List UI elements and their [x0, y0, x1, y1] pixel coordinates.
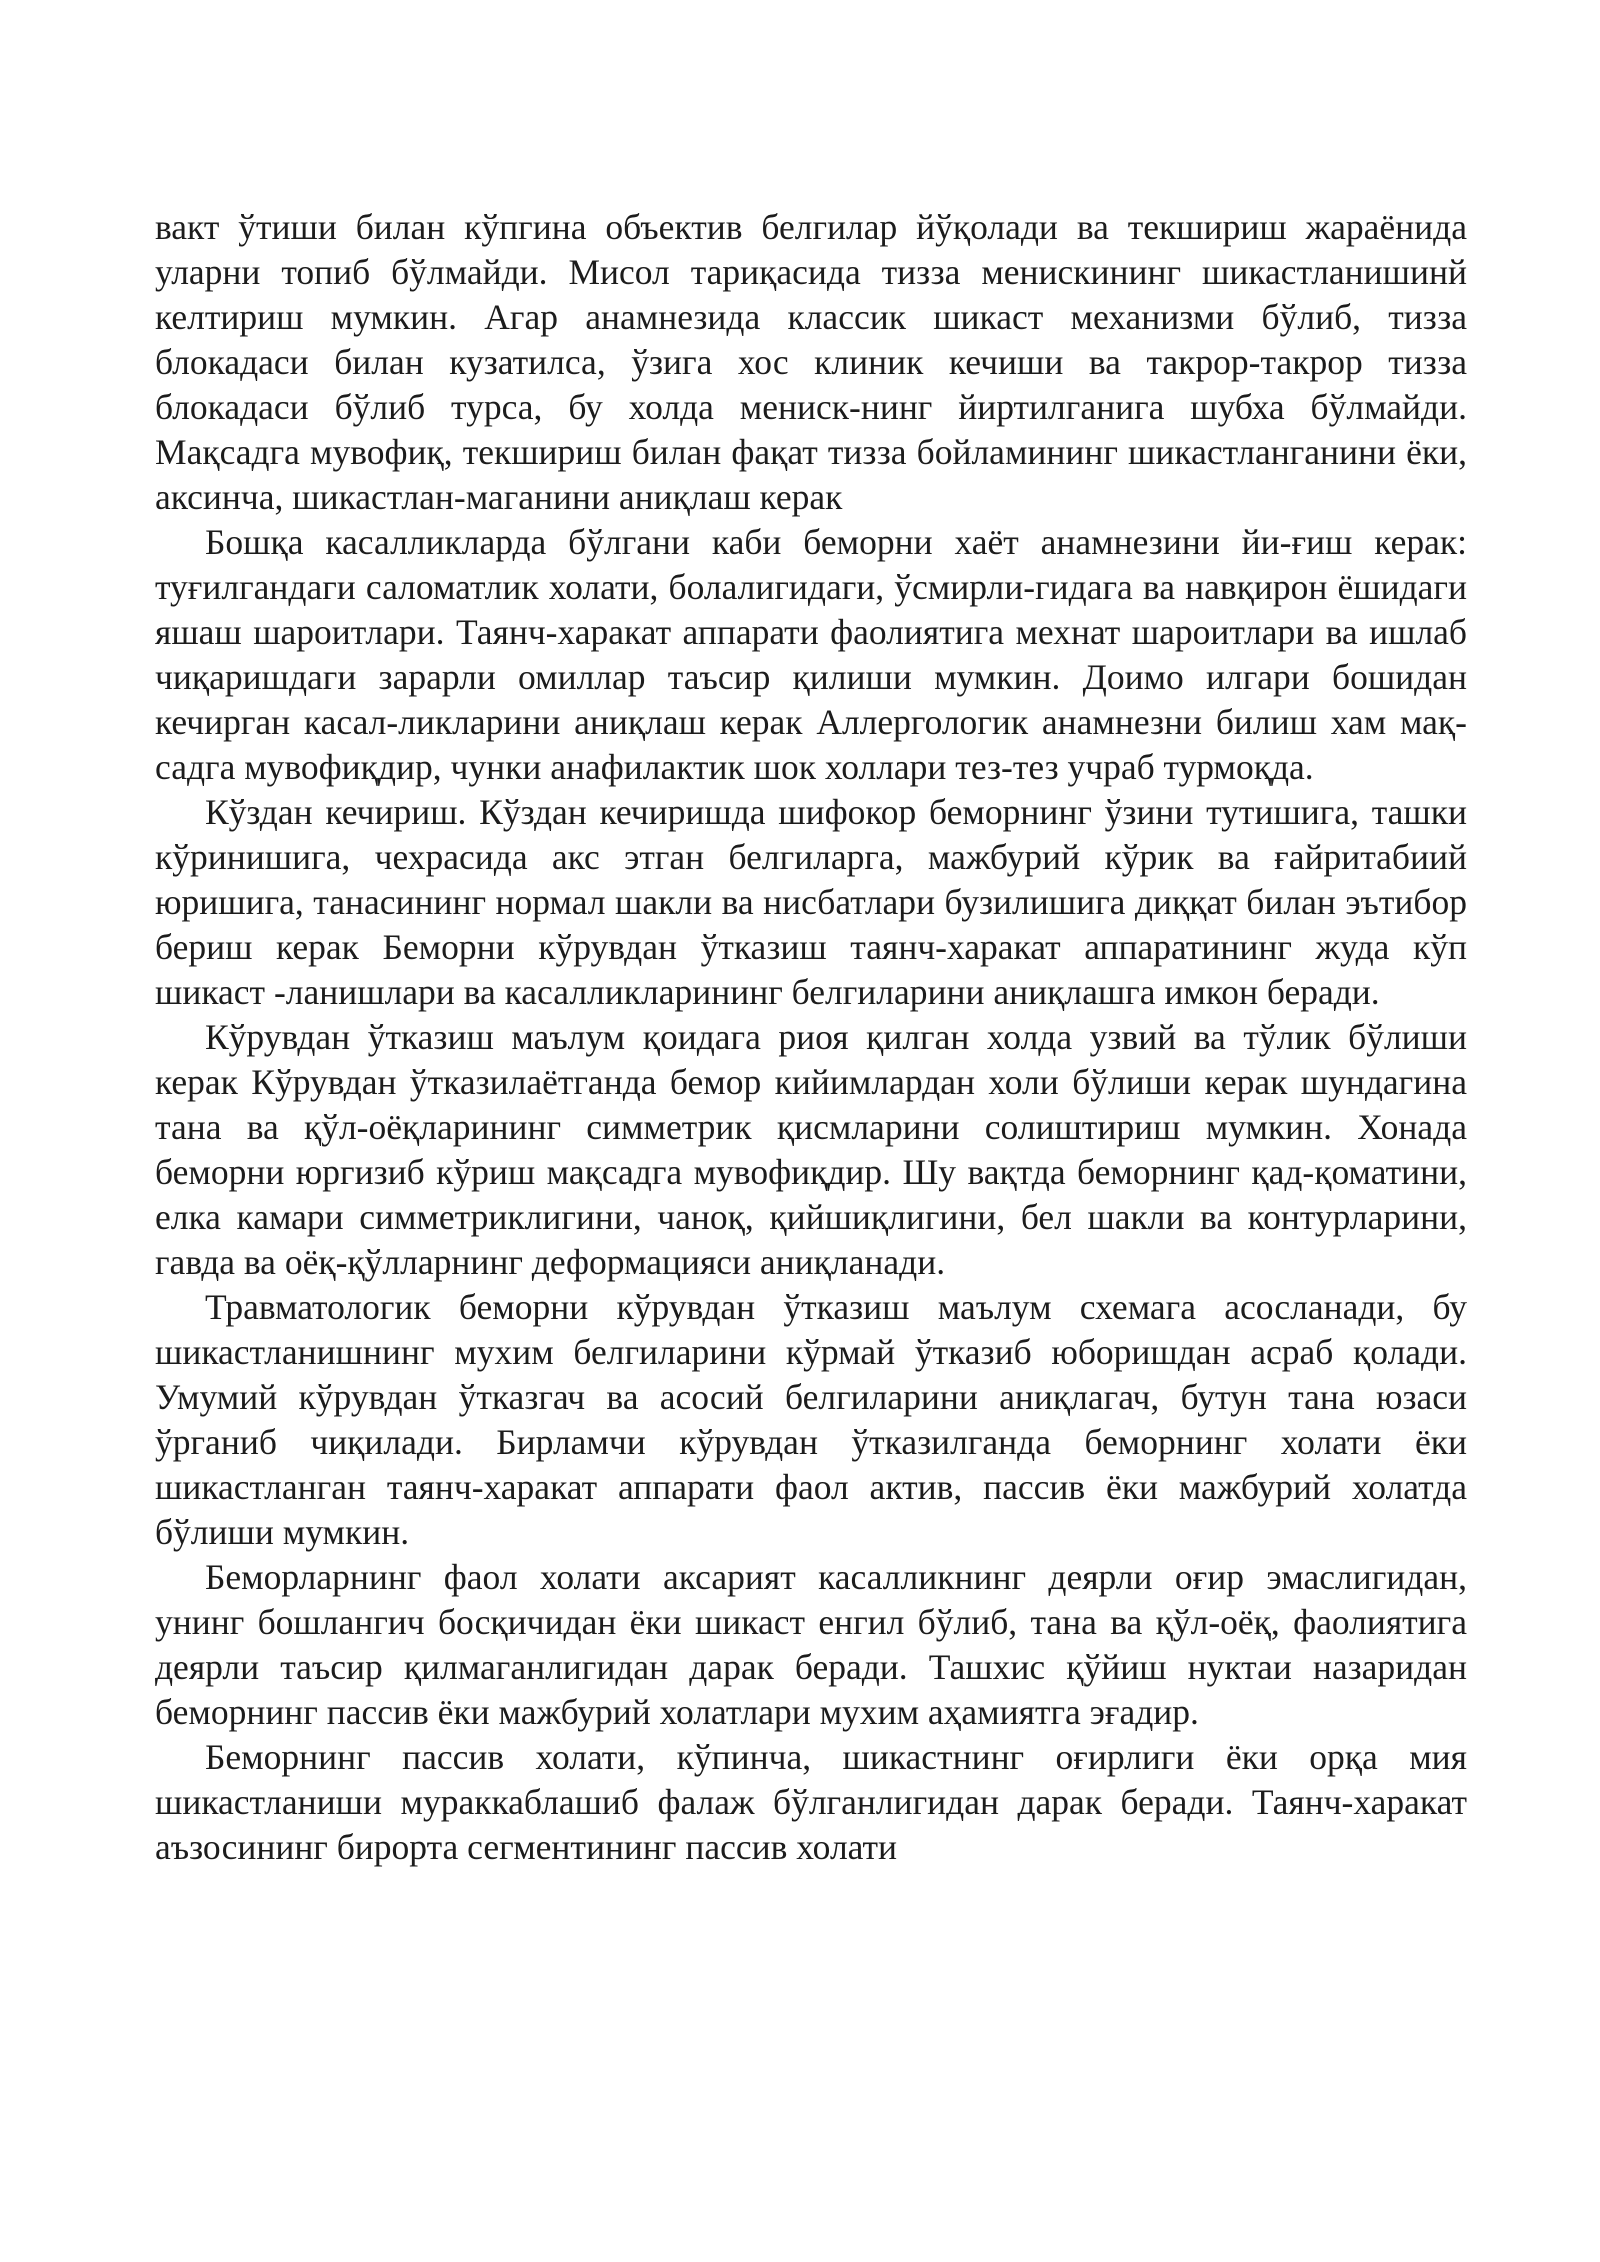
paragraph-3: Кўздан кечириш. Кўздан кечиришда шифокор беморнинг ўзини тутишига, ташки кўринишига, чехрасида акс этган белгиларга, мажбурий кўрик ва ғайритабиий юришига, танасининг нормал шакли ва нисбатлари бузилишига диққат билан эътибор бериш керак Беморни кўрувдан ўтказиш таянч-харакат аппаратининг жуда кўп шикаст -ланишлари ва касалликларининг белгиларини аниқлашга имкон беради. [155, 792, 1467, 1012]
paragraph-7: Беморнинг пассив холати, кўпинча, шикастнинг оғирлиги ёки орқа мия шикастланиши мураккаблашиб фалаж бўлганлигидан дарак беради. Таянч-харакат аъзосининг бирорта сегментининг пассив холати [155, 1737, 1467, 1867]
paragraph-2: Бошқа касалликларда бўлгани каби беморни хаёт анамнезини йи-ғиш керак: туғилгандаги саломатлик холати, болалигидаги, ўсмирли-гидага ва навқирон ёшидаги яшаш шароитлари. Таянч-харакат аппарати фаолиятига мехнат шароитлари ва ишлаб чиқаришдаги зарарли омиллар таъсир қилиши мумкин. Доимо илгари бошидан кечирган касал-ликларини аниқлаш керак Аллергологик анамнезни билиш хам мақ-садга мувофиқдир, чунки анафилактик шок холлари тез-тез учраб турмоқда. [155, 522, 1467, 787]
document-page [155, 205, 1467, 1870]
paragraph-1: вакт ўтиши билан кўпгина объектив белгилар йўқолади ва текшириш жараёнида уларни топиб бўлмайди. Мисол тариқасида тизза менискининг шикастланишинй келтириш мумкин. Агар анамнезида классик шикаст механизми бўлиб, тизза блокадаси билан кузатилса, ўзига хос клиник кечиши ва такрор-такрор тизза блокадаси бўлиб турса, бу холда мениск-нинг йиртилганига шубха бўлмайди. Мақсадга мувофиқ, текшириш билан фақат тизза бойламининг шикастланганини ёки, аксинча, шикастлан-маганини аниқлаш керак [155, 207, 1467, 517]
paragraph-4: Кўрувдан ўтказиш маълум қоидага риоя қилган холда узвий ва тўлик бўлиши керак Кўрувдан ўтказилаётганда бемор кийимлардан холи бўлиши керак шундагина тана ва қўл-оёқларининг симметрик қисмларини солиштириш мумкин. Хонада беморни юргизиб кўриш мақсадга мувофиқдир. Шу вақтда беморнинг қад-қоматини, елка камари симметриклигини, чаноқ, қийшиқлигини, бел шакли ва контурларини, гавда ва оёқ-қўлларнинг деформацияси аниқланади. [155, 1017, 1467, 1282]
paragraph-5: Травматологик беморни кўрувдан ўтказиш маълум схемага асосланади, бу шикастланишнинг мухим белгиларини кўрмай ўтказиб юборишдан асраб қолади. Умумий кўрувдан ўтказгач ва асосий белгиларини аниқлагач, бутун тана юзаси ўрганиб чиқилади. Бирламчи кўрувдан ўтказилганда беморнинг холати ёки шикастланган таянч-харакат аппарати фаол актив, пассив ёки мажбурий холатда бўлиши мумкин. [155, 1287, 1467, 1552]
paragraph-6: Беморларнинг фаол холати аксарият касалликнинг деярли оғир эмаслигидан, унинг бошлангич босқичидан ёки шикаст енгил бўлиб, тана ва қўл-оёқ, фаолиятига деярли таъсир қилмаганлигидан дарак беради. Ташхис қўйиш нуктаи назаридан беморнинг пассив ёки мажбурий холатлари мухим аҳамиятга эғадир. [155, 1557, 1467, 1732]
